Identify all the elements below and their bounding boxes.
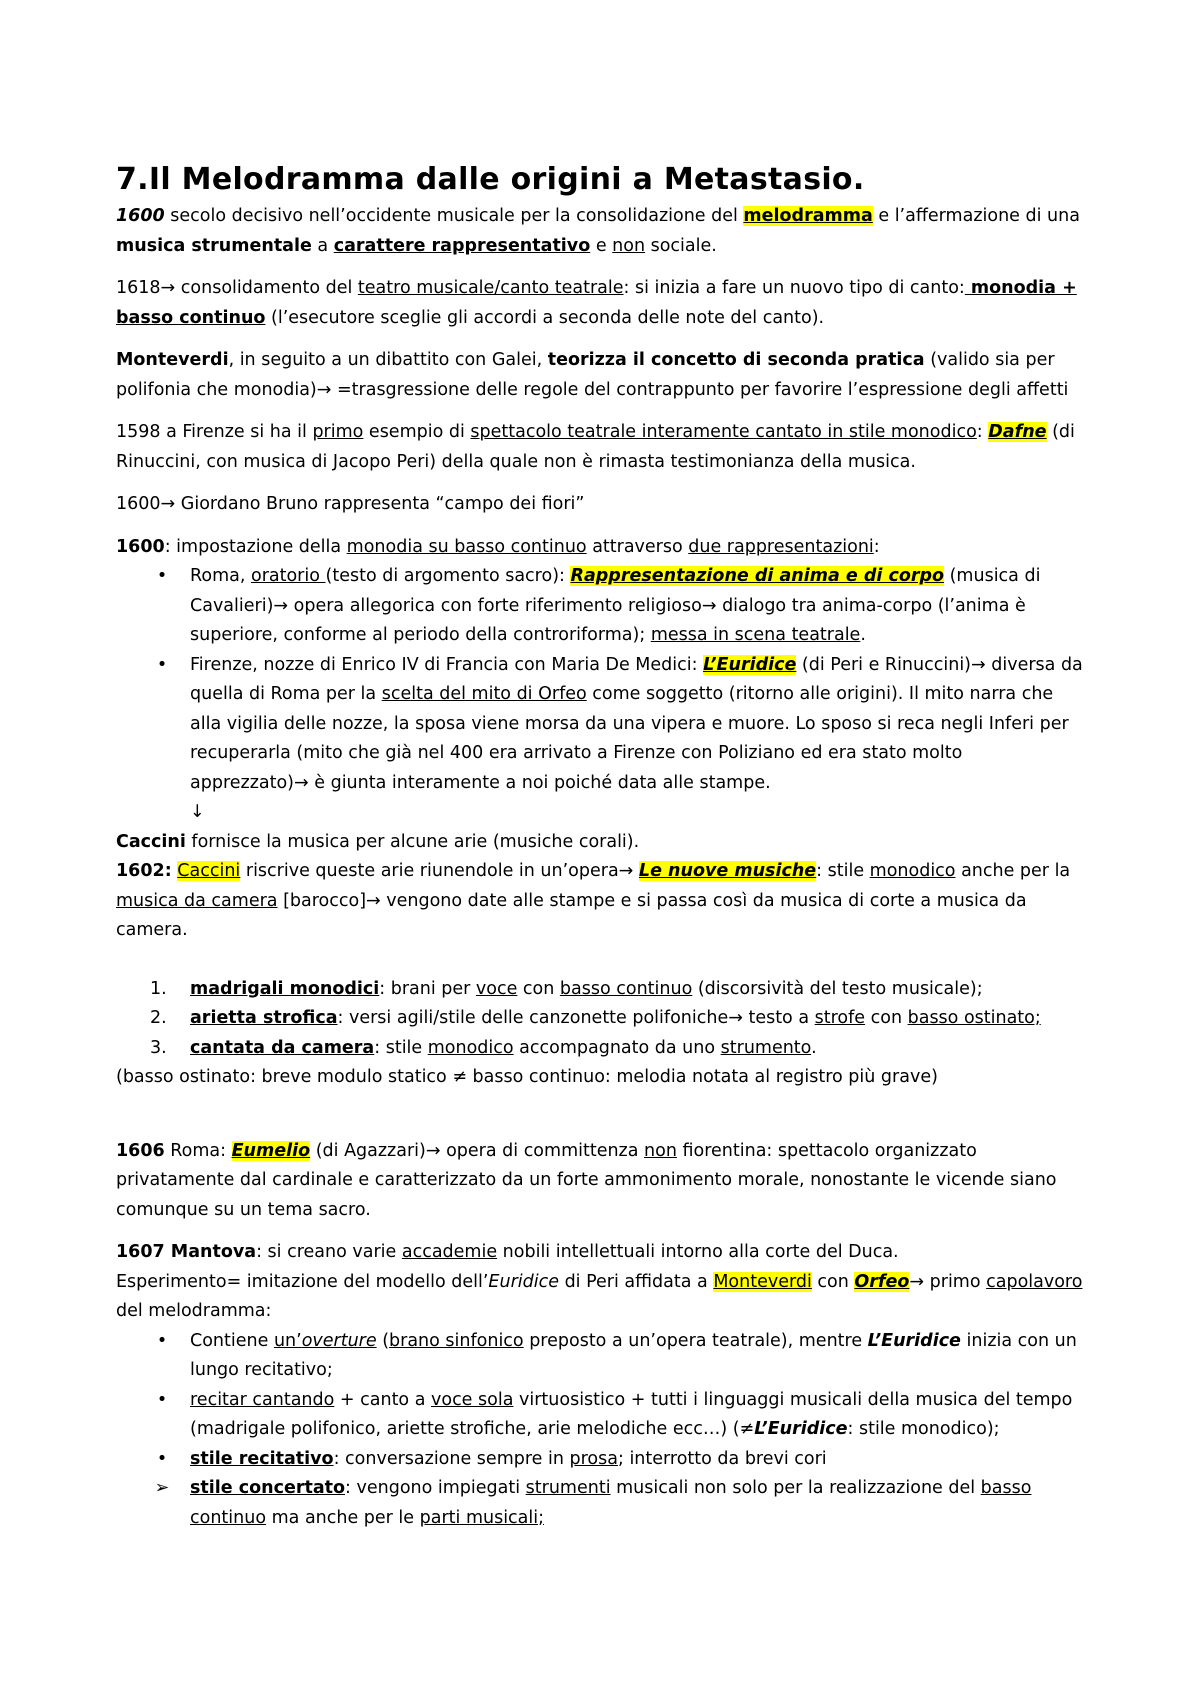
year: 1600	[116, 206, 165, 226]
caccini: Caccini	[116, 831, 186, 852]
arrow-icon: →	[728, 1008, 743, 1028]
due-rappresentazioni: due rappresentazioni	[688, 536, 874, 557]
term: cantata da camera	[190, 1037, 375, 1058]
highlight-orfeo: Orfeo	[854, 1271, 910, 1292]
text: inizia con un lungo recitativo;	[190, 1330, 1077, 1380]
text: : stile	[374, 1037, 428, 1058]
text: fiorentina: spettacolo organizzato privatamente dal cardinale e caratterizzato da un forte ammonimento morale, nonostante le vicende siano comunque su un tema sacro.	[116, 1140, 1057, 1220]
spettacolo-teatrale: spettacolo teatrale interamente cantato in stile monodico	[470, 422, 977, 442]
text: : conversazione sempre in	[333, 1448, 570, 1469]
text: Giordano Bruno rappresenta “campo dei fiori”	[175, 494, 585, 514]
text: (di Rinuccini, con musica di Jacopo Peri) della quale non è rimasta testimonianza della musica.	[116, 422, 1075, 472]
list-item	[116, 1034, 1086, 1064]
monodia-basso-continuo: monodia + basso continuo	[116, 278, 1077, 328]
list-item	[116, 1327, 1086, 1386]
text: : vengono impiegati	[345, 1478, 526, 1498]
list-number: 3.	[150, 1037, 167, 1058]
text: e	[590, 235, 613, 256]
text: (di Peri e Rinuccini)	[796, 654, 972, 675]
capolavoro: capolavoro	[986, 1271, 1083, 1292]
year: 1600	[116, 536, 165, 557]
document-title: 7.Il Melodramma dalle origini a Metastasio.	[116, 162, 865, 197]
text: riscrive queste arie riunendole in un’opera	[240, 861, 619, 881]
text: : brani per	[379, 978, 476, 999]
text: (di Agazzari)	[310, 1140, 426, 1161]
paragraph-esperimento	[116, 1268, 1086, 1327]
carattere-rappresentativo: carattere rappresentativo	[333, 235, 591, 256]
text: dialogo tra anima-corpo (l’anima è superiore, conforme al periodo della controriforma);	[190, 595, 1026, 645]
paragraph-basso-ostinato: (basso ostinato: breve modulo statico ≠ basso continuo: melodia notata al registro più grave)	[116, 1067, 938, 1087]
list-item	[116, 1386, 1086, 1445]
text: 1598 a Firenze si ha il	[116, 422, 313, 442]
overture: overture	[301, 1330, 377, 1351]
arrow-icon: →	[701, 595, 717, 616]
paragraph-1600-secolo	[116, 202, 1086, 261]
paragraph-1618	[116, 274, 1086, 333]
text: : versi agili/stile delle canzonette polifoniche	[337, 1008, 729, 1028]
text: virtuosistico + tutti i linguaggi musicali della musica del tempo (madrigale polifonico, ariette strofiche, arie melodiche ecc…) (≠	[190, 1389, 1073, 1439]
text-underlined: parti musicali;	[419, 1507, 545, 1528]
text: Esperimento= imitazione del modello dell’	[116, 1271, 489, 1292]
year: 1600	[116, 494, 161, 514]
year: 1607 Mantova	[116, 1242, 257, 1262]
paragraph-caccini	[116, 828, 1086, 858]
arrow-icon: →	[425, 1140, 441, 1161]
arrow-icon: →	[160, 494, 176, 514]
non: non	[644, 1140, 677, 1161]
text: con	[811, 1271, 855, 1292]
euridice: L’Euridice	[867, 1330, 961, 1351]
bullet-icon: •	[156, 1330, 168, 1351]
highlight-dafne: Dafne	[988, 422, 1047, 442]
arrow-icon: →	[366, 890, 381, 911]
highlight-nuove-musiche: Le nuove musiche	[638, 861, 817, 881]
paragraph-1607	[116, 1238, 1086, 1268]
bullet-icon: •	[156, 1448, 168, 1469]
text: preposto a un’opera teatrale), mentre	[523, 1330, 868, 1351]
text: Contiene	[190, 1330, 274, 1351]
text: (l’esecutore sceglie gli accordi a seconda delle note del canto).	[265, 307, 825, 328]
arrow-down-icon: ↓	[190, 802, 205, 822]
arrow-icon: →	[316, 379, 332, 400]
bullet-icon: •	[156, 654, 168, 675]
text: a	[311, 235, 334, 256]
text: ; interrotto da brevi cori	[617, 1448, 827, 1469]
paragraph-1598	[116, 418, 1086, 477]
text: opera allegorica con forte riferimento religioso	[288, 595, 702, 616]
bullet-icon: •	[156, 566, 168, 586]
text: vengono date alle stampe e si passa così da musica di corte a musica da camera.	[116, 890, 1027, 940]
numbered-list-generi	[116, 975, 1086, 1064]
text-underlined: strofe	[814, 1008, 866, 1028]
text: come soggetto (ritorno alle origini). Il mito narra che alla vigilia delle nozze, la sposa viene morsa da una vipera e muore. Lo sposo si reca negli Inferi per recuperarla (mito che già nel 400 era arrivato a Firenze con Poliziano ed era stato molto apprezzato)	[190, 684, 1069, 793]
term: madrigali monodici	[190, 978, 380, 999]
text: =trasgressione delle regole del contrappunto per favorire l’espressione degli affetti	[331, 379, 1069, 400]
text-underlined: stile recitativo	[190, 1448, 334, 1469]
highlight-monteverdi: Monteverdi	[713, 1271, 812, 1292]
arrowhead-bullet-icon: ➢	[154, 1478, 170, 1498]
text: : si creano varie	[256, 1242, 402, 1262]
text: del melodramma:	[116, 1301, 272, 1321]
list-item	[116, 651, 1086, 799]
text: : stile	[816, 861, 870, 881]
text: : si inizia a fare un nuovo tipo di canto:	[623, 278, 965, 298]
monodia-su-basso-continuo: monodia su basso continuo	[346, 536, 587, 557]
text: con	[517, 978, 560, 999]
teatro-musicale: teatro musicale/canto teatrale	[357, 278, 624, 298]
text: e l’affermazione di una	[872, 206, 1080, 226]
paragraph-monteverdi	[116, 346, 1086, 405]
accademie: accademie	[401, 1242, 498, 1262]
text: (discorsività del testo musicale);	[692, 978, 983, 999]
arrow-icon: →	[971, 654, 986, 675]
text: musicali non solo per la realizzazione del	[610, 1478, 981, 1498]
text: primo	[924, 1271, 987, 1292]
text-underlined: stile concertato	[190, 1478, 346, 1498]
text: Roma,	[190, 566, 251, 586]
text: Roma:	[164, 1140, 232, 1161]
text: + canto a	[334, 1389, 431, 1410]
text: consolidamento del	[175, 278, 358, 298]
text: con	[865, 1008, 908, 1028]
monteverdi: Monteverdi	[116, 350, 229, 370]
list-number: 2.	[150, 1008, 167, 1028]
arrow-icon: →	[160, 278, 176, 298]
arrow-icon: →	[909, 1271, 925, 1292]
text-underlined: basso ostinato;	[907, 1008, 1041, 1028]
text-underlined: voce sola	[431, 1389, 514, 1410]
text: : stile monodico);	[847, 1419, 1000, 1439]
text: testo a	[742, 1008, 815, 1028]
spacer	[116, 1093, 1086, 1137]
highlight-rappresentazione: Rappresentazione di anima e di corpo	[570, 566, 945, 586]
text: .	[860, 625, 866, 645]
text: (testo di argomento sacro):	[325, 566, 571, 586]
text: (musica di Cavalieri)	[190, 566, 1041, 616]
spacer	[116, 959, 1086, 975]
text-underlined: basso continuo	[190, 1478, 1032, 1528]
bullet-list-orfeo	[116, 1327, 1086, 1534]
text-underlined: recitar cantando	[190, 1389, 335, 1410]
text: diversa da quella di Roma per la	[190, 654, 1083, 704]
euridice: L’Euridice	[754, 1419, 848, 1439]
text-underlined: basso continuo	[559, 978, 693, 999]
list-item	[116, 562, 1086, 651]
musica-strumentale: musica strumentale	[116, 235, 312, 256]
text: anche per la	[955, 861, 1071, 881]
list-item	[116, 1474, 1086, 1533]
primo: primo	[312, 422, 364, 442]
arrow-icon: →	[294, 772, 309, 793]
text-underlined: brano sinfonico	[389, 1330, 524, 1351]
text: opera di committenza	[440, 1140, 645, 1161]
text: secolo decisivo nell’occidente musicale per la consolidazione del	[164, 206, 744, 226]
highlight-eumelio: Eumelio	[231, 1140, 311, 1161]
highlight-melodramma: melodramma	[743, 206, 873, 226]
text: ma anche per le	[266, 1507, 420, 1528]
text-underlined: prosa	[569, 1448, 618, 1469]
text: attraverso	[586, 536, 689, 557]
highlight-euridice: L’Euridice	[703, 654, 797, 675]
oratorio: oratorio	[250, 566, 326, 586]
text: .	[811, 1037, 817, 1058]
bullet-list-rappresentazioni	[116, 562, 1086, 798]
text: , in seguito a un dibattito con Galei,	[228, 350, 548, 370]
paragraph-1600-giordano-bruno	[116, 490, 1086, 520]
bullet-icon: •	[156, 1389, 168, 1410]
text: Firenze, nozze di Enrico IV di Francia con Maria De Medici:	[190, 654, 704, 675]
list-item	[116, 1445, 1086, 1475]
text: di Peri affidata a	[559, 1271, 714, 1292]
text-underlined: strumenti	[525, 1478, 611, 1498]
text: fornisce la musica per alcune arie (musiche corali).	[185, 831, 640, 852]
text: : impostazione della	[164, 536, 347, 557]
scelta-mito-orfeo: scelta del mito di Orfeo	[381, 684, 587, 704]
text: sociale.	[645, 235, 717, 256]
text: esempio di	[363, 422, 471, 442]
text: :	[976, 422, 989, 442]
paragraph-1600-impostazione	[116, 533, 1086, 563]
arrow-icon: →	[618, 861, 634, 881]
monodico: monodico	[869, 861, 956, 881]
euridice: Euridice	[488, 1271, 559, 1292]
text: (valido sia per polifonia che monodia)	[116, 350, 1055, 400]
text: [barocco]	[277, 890, 367, 911]
year: 1602:	[116, 861, 172, 881]
text-underlined: un’overture	[273, 1330, 377, 1351]
list-item	[116, 975, 1086, 1005]
term: arietta strofica	[190, 1008, 338, 1028]
highlight-caccini: Caccini	[177, 861, 241, 881]
text-underlined: strumento	[720, 1037, 812, 1058]
text-underlined: voce	[475, 978, 518, 999]
year: 1618	[116, 278, 161, 298]
text: accompagnato da uno	[513, 1037, 721, 1058]
text: nobili intellettuali intorno alla corte del Duca.	[497, 1242, 899, 1262]
arrow-icon: →	[273, 595, 289, 616]
paragraph-1602	[116, 857, 1086, 946]
list-item	[116, 1004, 1086, 1034]
text: :	[873, 536, 880, 557]
musica-da-camera: musica da camera	[116, 890, 278, 911]
messa-in-scena: messa in scena teatrale	[650, 625, 861, 645]
non: non	[612, 235, 646, 256]
text: (	[376, 1330, 390, 1351]
text-underlined: monodico	[427, 1037, 514, 1058]
seconda-pratica: teorizza il concetto di seconda pratica	[547, 350, 925, 370]
year: 1606	[116, 1140, 165, 1161]
document-page	[116, 160, 1086, 1533]
text: è giunta interamente a noi poiché data alle stampe.	[308, 772, 771, 793]
paragraph-1606	[116, 1137, 1086, 1226]
list-number: 1.	[150, 978, 167, 999]
